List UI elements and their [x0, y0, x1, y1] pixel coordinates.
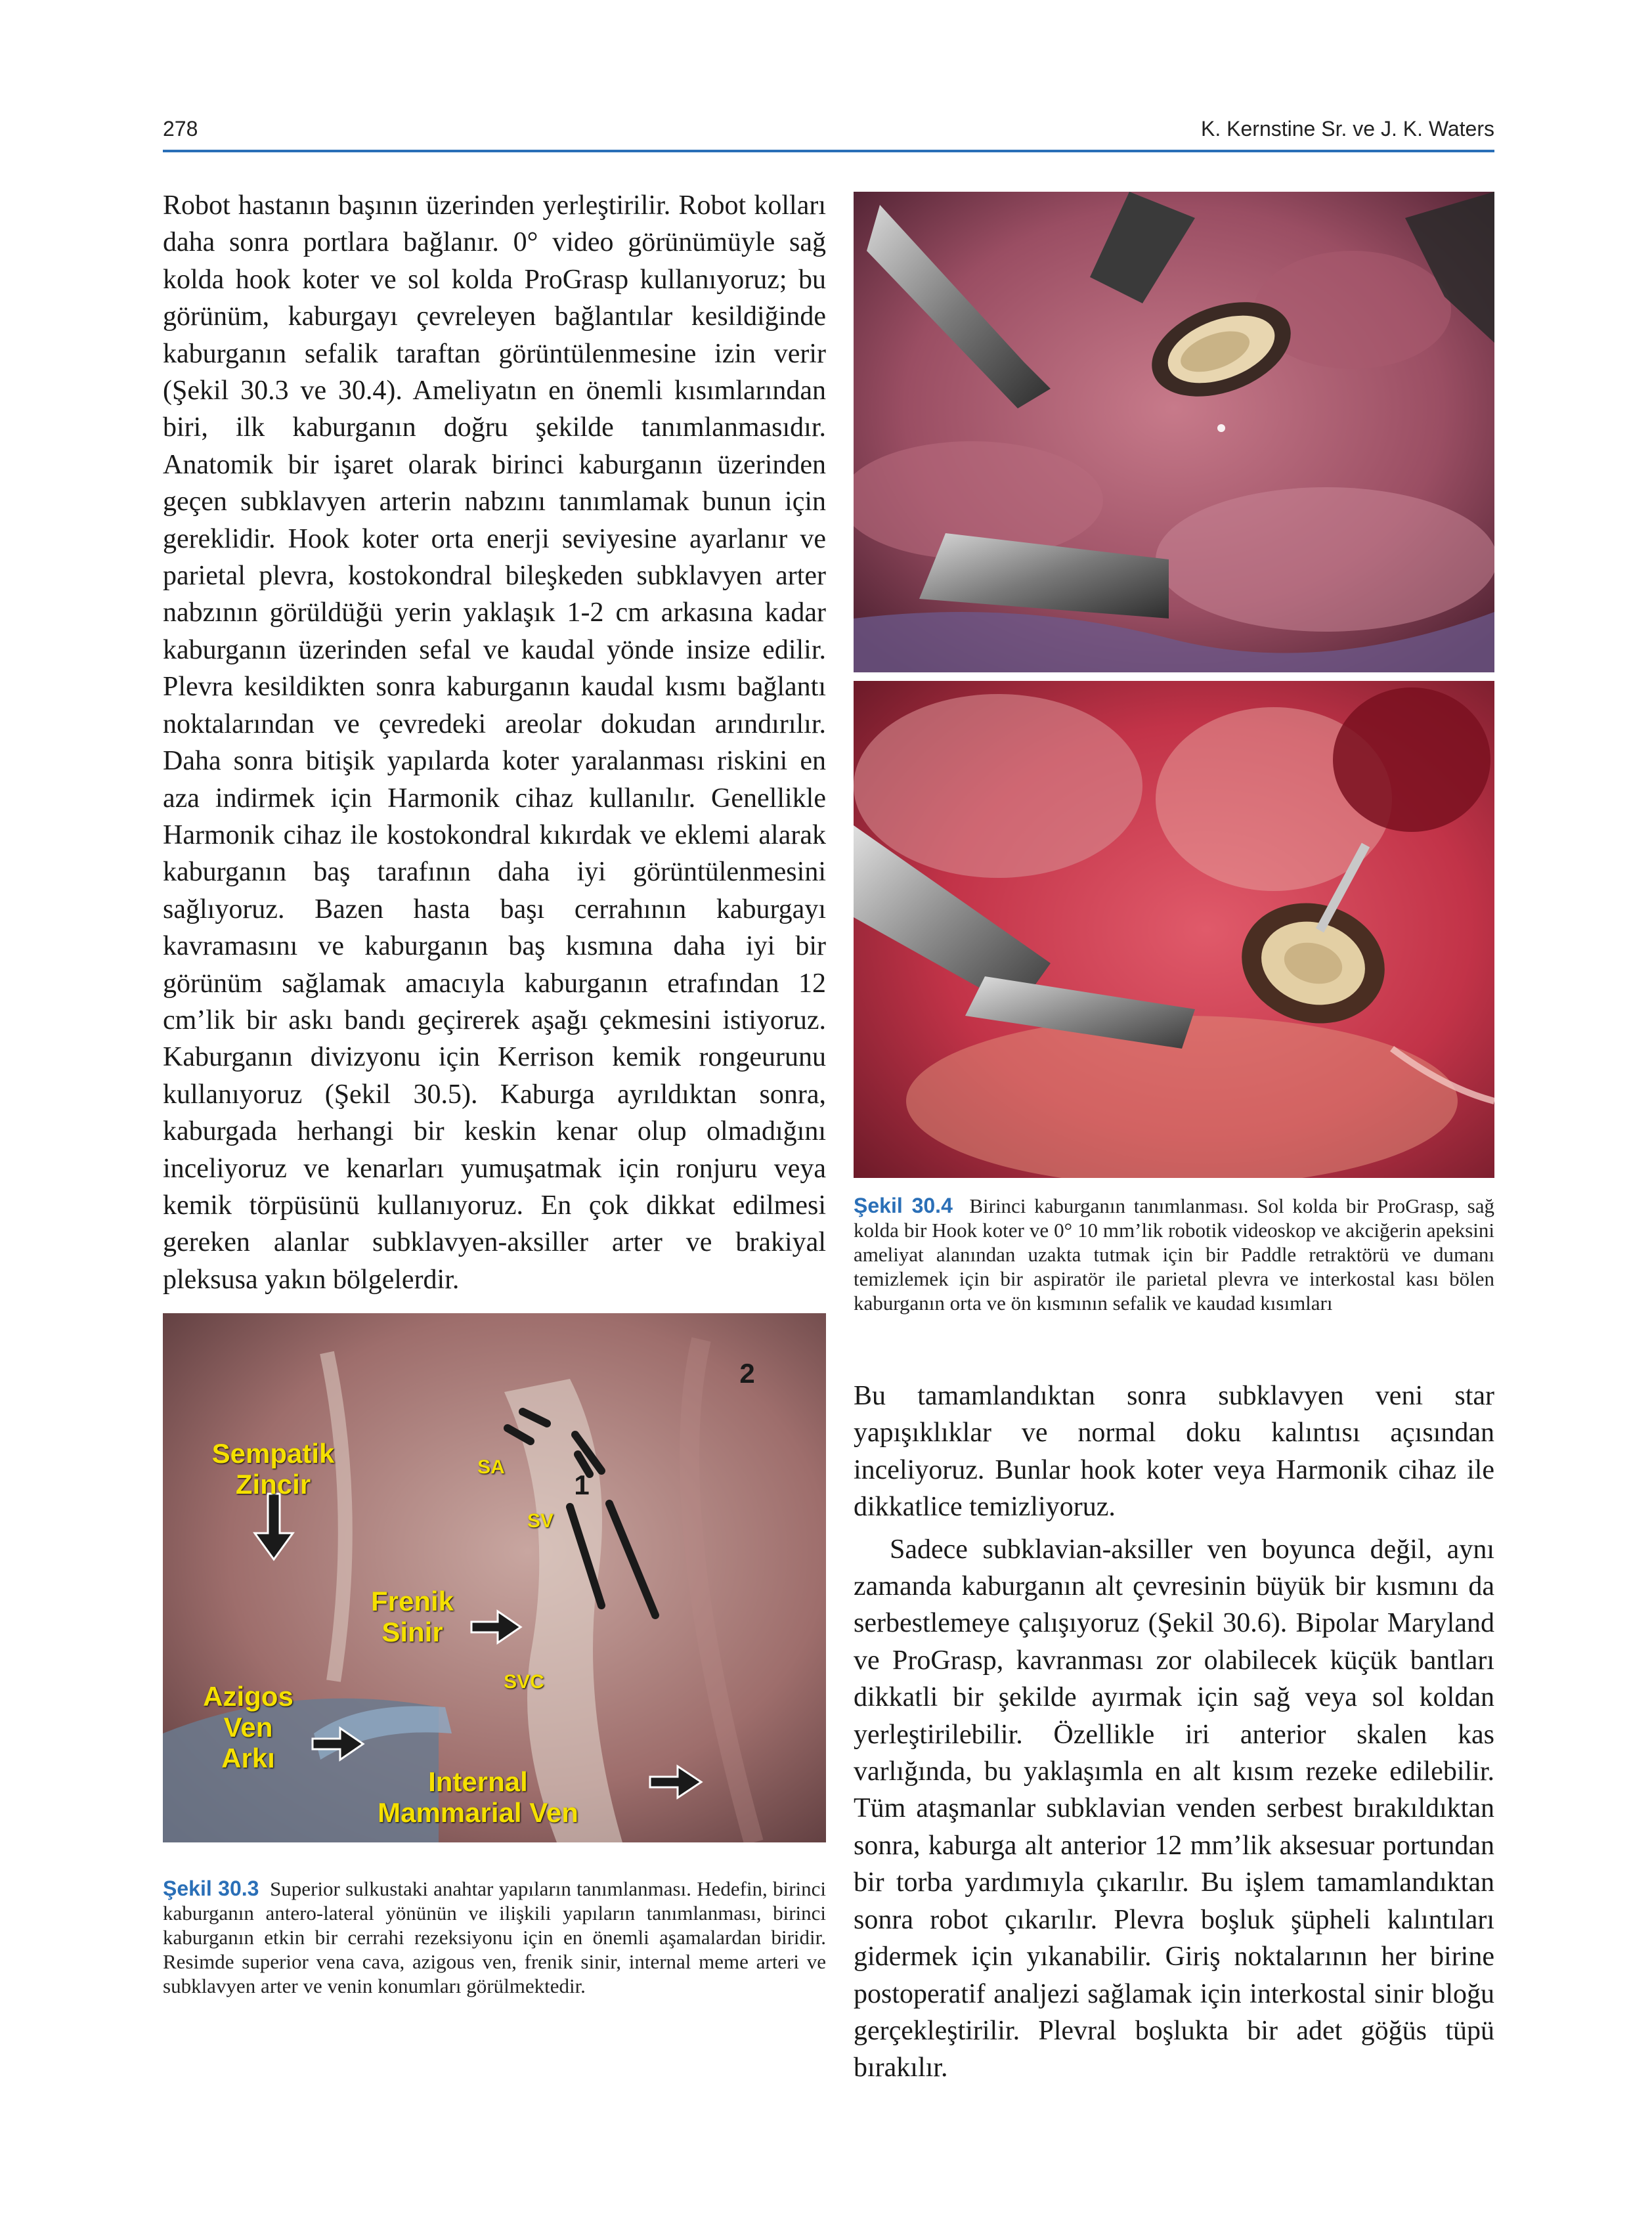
right-column-text: [854, 1378, 1494, 2087]
figure-30-4-top-photo: [854, 192, 1494, 672]
label-sv: SV: [527, 1510, 554, 1532]
figure-30-4-caption-text: Birinci kaburganın tanımlanması. Sol kolda bir ProGrasp, sağ kolda bir Hook koter ve 0° 10 mm’lik robotik videoskop ve akciğerin apeksini ameliyat alanından uzakta tutmak için bir Paddle retraktörü ve dumanı temizlemek için bir aspiratör ile parietal plevra ve interkostal kası bölen kaburganın orta ve ön kısmının sefalik ve kaudad kısımları: [854, 1194, 1495, 1315]
label-sempatik-zincir: Sempatik Zincir: [211, 1438, 335, 1500]
figure-30-4-label: Şekil 30.4: [854, 1194, 953, 1217]
figure-30-3-caption: [163, 1877, 826, 1998]
figure-30-3-photo: [163, 1313, 826, 1842]
label-internal-mammarial-ven: Internal Mammarial Ven: [378, 1766, 578, 1829]
label-frenik-sinir: Frenik Sinir: [370, 1586, 454, 1648]
figure-30-3-label: Şekil 30.3: [163, 1877, 259, 1900]
figure-30-3-caption-text: Superior sulkustaki anahtar yapıların tanımlanması. Hedefin, birinci kaburganın antero-lateral yönünün ve ilişkili yapıların tanımlanması, birinci kaburganın etkin bir cerrahi rezeksiyonu için en önemli aşamalardan biridir. Resimde superior vena cava, azigous ven, frenik sinir, internal meme arteri ve subklavyen arter ve venin konumları görülmektedir.: [163, 1877, 827, 1997]
label-number-2: 2: [739, 1358, 755, 1389]
page-number: 278: [163, 117, 198, 141]
label-azigos-ven-arki: Azigos Ven Arkı: [203, 1681, 293, 1774]
figure-30-4-bottom-photo: [854, 681, 1494, 1178]
left-column-paragraph: Robot hastanın başının üzerinden yerleştirilir. Robot kolları daha sonra portlara bağlanır. 0° video görünümüyle sağ kolda hook koter ve sol kolda ProGrasp kullanıyoruz; bu görünüm, kaburgayı çevreleyen bağlantılar kesildiğinde kaburganın sefalik taraftan görüntülenmesine izin verir (Şekil 30.3 ve 30.4). Ameliyatın en önemli kısımlarından biri, ilk kaburganın doğru şekilde tanımlanmasıdır. Anatomik bir işaret olarak birinci kaburganın üzerinden geçen subklavyen arterin nabzını tanımlamak bunun için gereklidir. Hook koter orta enerji seviyesine ayarlanır ve parietal plevra, kostokondral bileşkeden subklavyen arter nabzının görüldüğü yerin yaklaşık 1-2 cm arkasına kadar kaburganın üzerinden sefal ve kaudal yönde insize edilir. Plevra kesildikten sonra kaburganın kaudal kısmı bağlantı noktalarından ve çevredeki areolar dokudan arındırılır. Daha sonra bitişik yapılarda koter yaralanması riskini en aza indirmek için Harmonik cihaz kullanılır. Genellikle Harmonik cihaz ile kostokondral kıkırdak ve eklemi alarak kaburganın baş tarafının daha iyi görüntülenmesini sağlıyoruz. Bazen hasta başı cerrahının kaburgayı kavramasını ve kaburganın baş kısmına daha iyi bir görünüm sağlamak amacıyla kaburganın etrafından 12 cm’lik bir askı bandı geçirerek aşağı çekmesini istiyoruz. Kaburganın divizyonu için Kerrison kemik rongeurunu kullanıyoruz (Şekil 30.5). Kaburga ayrıldıktan sonra, kaburgada herhangi bir keskin kenar olup olmadığını inceliyoruz ve kenarları yumuşatmak için ronjuru veya kemik törpüsünü kullanıyoruz. En çok dikkat edilmesi gereken alanlar subklavyen-aksiller arter ve brakiyal pleksusa yakın bölgelerdir.: [163, 190, 826, 1295]
figure-30-4-caption: [854, 1194, 1494, 1315]
header-rule: [163, 150, 1494, 152]
right-paragraph-2: Sadece subklavian-aksiller ven boyunca değil, aynı zamanda kaburganın alt çevresinin büyük bir kısmını da serbestlemeye çalışıyoruz (Şekil 30.6). Bipolar Maryland ve ProGrasp, kavranması zor olabilecek küçük bantları dikkatli bir şekilde ayırmak için sağ veya sol koldan yerleştirilebilir. Özellikle iri anterior skalen kas varlığında, bu yaklaşımla en alt kısım rezeke edilebilir. Tüm ataşmanlar subklavian venden serbest bırakıldıktan sonra, kaburga alt anterior 12 mm’lik aksesuar portundan bir torba yardımıyla çıkarılır. Bu işlem tamamlandıktan sonra robot çıkarılır. Plevra boşluk şüpheli kalıntıları gidermek için yıkanabilir. Giriş noktalarının her birine postoperatif analjezi sağlamak için interkostal sinir bloğu gerçekleştirilir. Plevral boşlukta bir adet göğüs tüpü bırakılır.: [854, 1534, 1494, 2083]
running-head-authors: K. Kernstine Sr. ve J. K. Waters: [1201, 117, 1494, 141]
right-paragraph-1: Bu tamamlandıktan sonra subklavyen veni star yapışıklıklar ve normal doku kalıntısı açısından inceliyoruz. Bunlar hook koter veya Harmonik cihaz ile dikkatlice temizliyoruz.: [854, 1381, 1494, 1523]
label-sa: SA: [477, 1456, 505, 1478]
label-number-1: 1: [574, 1469, 590, 1500]
label-svc: SVC: [504, 1671, 544, 1693]
